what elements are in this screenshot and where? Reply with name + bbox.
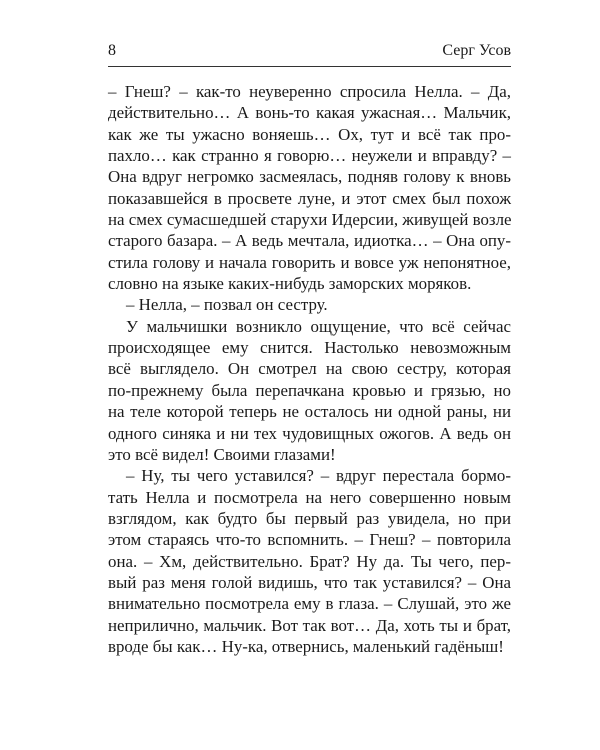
body-text — [108, 81, 511, 657]
text-line: действительно… А вонь-то какая ужасная… Мальчик, — [108, 103, 511, 123]
text-line: вый раз меня голой видишь, что так уставился? – Она — [108, 572, 511, 592]
text-line: У мальчишки возникло ощущение, что всё сейчас — [126, 316, 511, 336]
text-line: – Гнеш? – как-то неуверенно спросила Нелла. – Да, — [108, 82, 511, 101]
running-head-author: Серг Усов — [442, 42, 511, 59]
paragraph — [108, 294, 511, 315]
header-divider — [108, 66, 511, 67]
paragraph — [108, 316, 511, 465]
text-line: на теле которой теперь не осталось ни одной раны, ни — [108, 402, 511, 422]
page-number: 8 — [108, 42, 116, 59]
paragraph — [108, 81, 511, 294]
text-line: как же ты ужасно воняешь… Ох, тут и всё так про- — [108, 124, 511, 144]
text-line: показавшейся в просвете луне, и этот смех был похож — [108, 188, 511, 208]
paragraph — [108, 465, 511, 657]
text-line: стила голову и начала говорить и вовсе уж непонятное, — [108, 252, 511, 272]
page-header — [108, 40, 511, 62]
text-line: внимательно посмотрела ему в глаза. – Слушай, это же — [108, 594, 511, 614]
text-line: старого базара. – А ведь мечтала, идиотка… – Она опу- — [108, 231, 511, 251]
text-line: по-прежнему была перепачкана кровью и грязью, но — [108, 380, 511, 400]
text-line: пахло… как странно я говорю… неужели и вправду? – — [108, 146, 511, 166]
text-line: Она вдруг негромко засмеялась, подняв голову к вновь — [108, 167, 511, 187]
text-line: словно на языке каких-нибудь заморских моряков. — [108, 274, 472, 294]
text-line: неприлично, мальчик. Вот так вот… Да, хоть ты и брат, — [108, 615, 511, 635]
text-line: взглядом, как будто бы первый раз увидела, но при — [108, 508, 511, 528]
text-line: – Нелла, – позвал он сестру. — [126, 295, 328, 315]
text-line: тать Нелла и посмотрела на него совершенно новым — [108, 487, 511, 507]
text-line: всё выглядело. Он смотрел на свою сестру, которая — [108, 359, 511, 379]
text-line: вроде бы как… Ну-ка, отвернись, маленький гадёныш! — [108, 636, 504, 656]
text-line: это всё видел! Своими глазами! — [108, 444, 336, 464]
text-line: она. – Хм, действительно. Брат? Ну да. Ты чего, пер- — [108, 551, 511, 571]
text-line: одного синяка и ни тех чудовищных ожогов. А ведь он — [108, 423, 511, 443]
text-line: – Ну, ты чего уставился? – вдруг перестала бормо- — [126, 466, 511, 486]
text-line: этом стараясь что-то вспомнить. – Гнеш? – повторила — [108, 530, 511, 550]
text-line: происходящее ему снится. Настолько невозможным — [108, 338, 511, 358]
text-line: на смех сумасшедшей старухи Идерсии, живущей возле — [108, 210, 512, 230]
